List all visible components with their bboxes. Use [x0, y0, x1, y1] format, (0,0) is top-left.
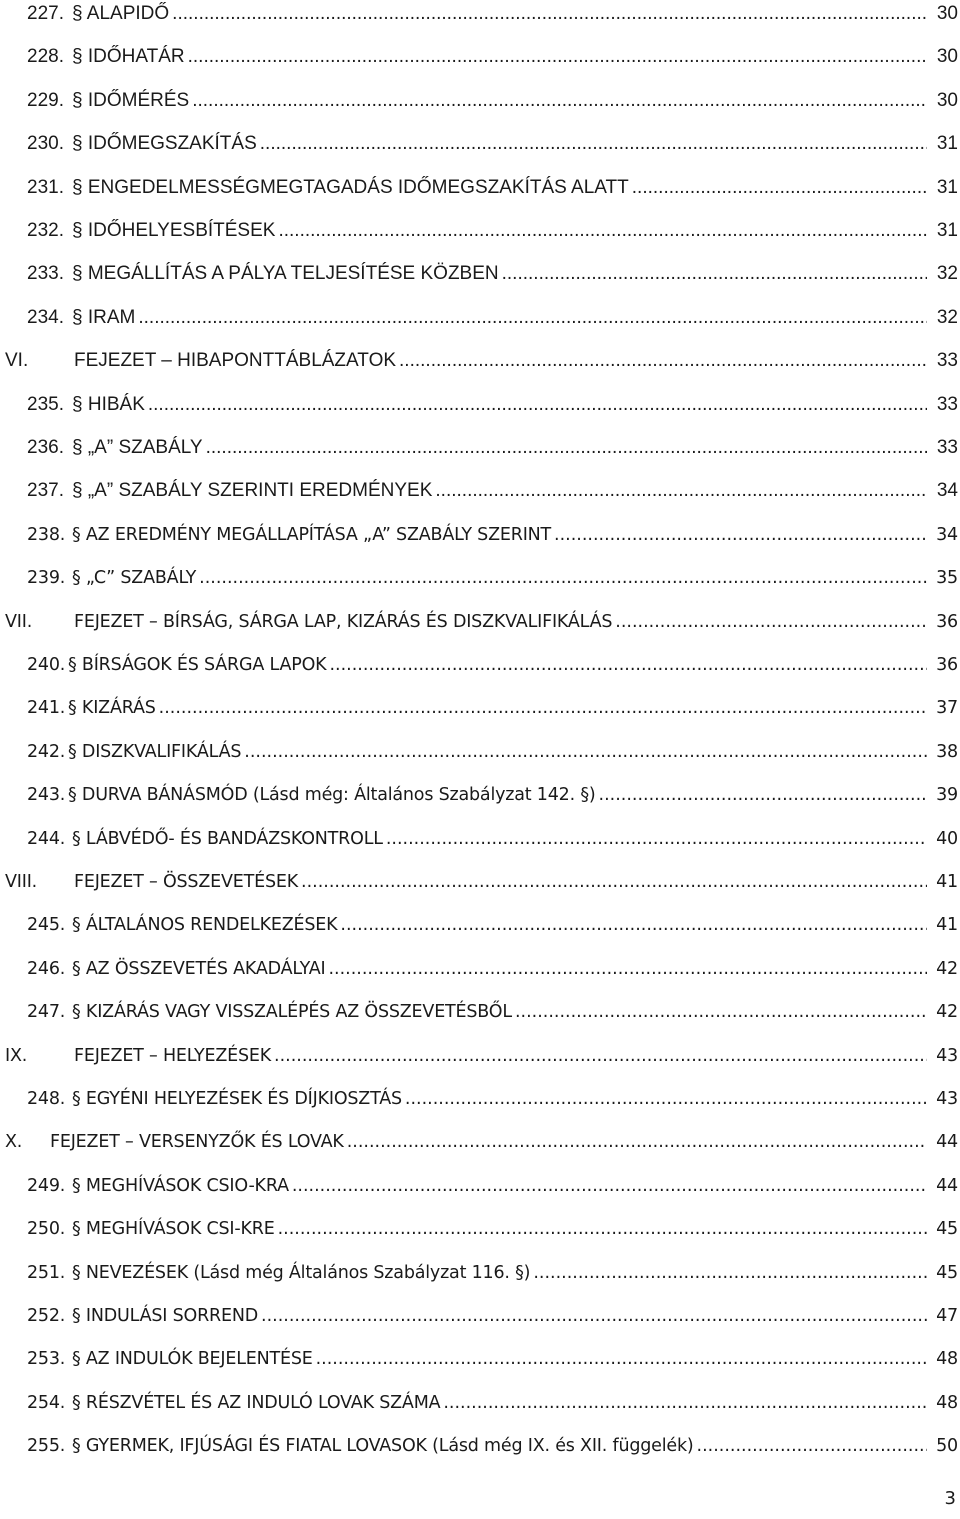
- toc-entry[interactable]: [0, 868, 960, 896]
- toc-entry-page: 36: [936, 611, 958, 632]
- toc-entry-number: 242.: [27, 741, 66, 762]
- toc-entry[interactable]: [0, 1128, 960, 1156]
- toc-entry-title: § IRAM: [72, 306, 136, 328]
- toc-entry[interactable]: [0, 694, 960, 722]
- toc-leader-dots: [188, 43, 927, 71]
- toc-entry-number: 245.: [27, 915, 66, 936]
- toc-entry-page: 47: [936, 1306, 958, 1326]
- toc-entry-title: FEJEZET – BÍRSÁG, SÁRGA LAP, KIZÁRÁS ÉS DISZKVALIFIKÁLÁS: [74, 611, 613, 632]
- toc-entry-page: 37: [936, 698, 958, 719]
- toc-leader-dots: [278, 1215, 927, 1243]
- toc-entry-number: 230.: [27, 133, 64, 155]
- toc-entry-page: 32: [936, 263, 958, 285]
- toc-leader-dots: [172, 0, 927, 28]
- toc-entry-number: 238.: [27, 524, 66, 545]
- toc-leader-dots: [244, 738, 927, 766]
- toc-entry-page: 30: [936, 89, 958, 111]
- toc-leader-dots: [435, 477, 927, 505]
- toc-entry-page: 33: [936, 393, 958, 415]
- toc-entry-title: § BÍRSÁGOK ÉS SÁRGA LAPOK: [68, 655, 327, 675]
- toc-entry-number: 231.: [27, 176, 64, 198]
- toc-entry-title: § AZ INDULÓK BEJELENTÉSE: [72, 1349, 313, 1370]
- toc-entry[interactable]: [0, 781, 960, 809]
- toc-entry[interactable]: [0, 1215, 960, 1243]
- toc-entry-number: 236.: [27, 437, 64, 458]
- toc-entry-title: § KIZÁRÁS: [68, 698, 156, 719]
- toc-entry-title: § ÁLTALÁNOS RENDELKEZÉSEK: [72, 915, 338, 936]
- toc-entry[interactable]: [0, 738, 960, 766]
- toc-entry-number: 253.: [27, 1349, 66, 1370]
- toc-entry-title: § HIBÁK: [72, 393, 145, 415]
- toc-leader-dots: [260, 130, 927, 158]
- toc-entry-page: 50: [936, 1436, 958, 1457]
- toc-entry-page: 44: [936, 1132, 958, 1153]
- toc-leader-dots: [274, 1042, 927, 1070]
- toc-entry[interactable]: [0, 564, 960, 592]
- toc-entry-number: VIII.: [5, 872, 38, 892]
- toc-entry[interactable]: [0, 43, 960, 71]
- toc-entry[interactable]: [0, 1259, 960, 1287]
- toc-entry[interactable]: [0, 347, 960, 375]
- toc-entry-number: 249.: [27, 1175, 66, 1196]
- toc-entry-number: 229.: [27, 89, 64, 111]
- toc-leader-dots: [599, 781, 927, 809]
- toc-entry-number: 233.: [27, 263, 64, 285]
- toc-entry-number: 243.: [27, 785, 66, 806]
- toc-entry[interactable]: [0, 87, 960, 115]
- toc-leader-dots: [206, 434, 927, 462]
- toc-entry-number: 239.: [27, 568, 66, 589]
- toc-entry-page: 48: [936, 1392, 958, 1413]
- toc-leader-dots: [386, 825, 927, 853]
- toc-entry-title: § „A” SZABÁLY: [72, 437, 203, 458]
- toc-entry-title: § IDŐHATÁR: [72, 46, 185, 68]
- toc-entry-title: § ENGEDELMESSÉGMEGTAGADÁS IDŐMEGSZAKÍTÁS ALATT: [72, 176, 629, 198]
- toc-entry-page: 30: [936, 3, 958, 24]
- toc-entry-number: 255.: [27, 1436, 66, 1457]
- toc-entry[interactable]: [0, 1172, 960, 1200]
- toc-entry-title: § AZ ÖSSZEVETÉS AKADÁLYAI: [72, 958, 326, 979]
- toc-entry[interactable]: [0, 434, 960, 462]
- toc-entry-title: § IDŐMEGSZAKÍTÁS: [72, 133, 257, 155]
- toc-entry-title: § LÁBVÉDŐ- ÉS BANDÁZSKONTROLL: [72, 828, 383, 849]
- toc-entry[interactable]: [0, 651, 960, 679]
- toc-leader-dots: [278, 217, 927, 245]
- toc-entry[interactable]: [0, 1432, 960, 1460]
- toc-entry[interactable]: [0, 1345, 960, 1373]
- toc-leader-dots: [159, 694, 927, 722]
- toc-leader-dots: [443, 1389, 927, 1417]
- toc-entry-number: 227.: [27, 3, 64, 24]
- toc-entry-number: IX.: [5, 1045, 28, 1066]
- toc-entry-number: 250.: [27, 1219, 66, 1240]
- toc-entry[interactable]: [0, 1389, 960, 1417]
- toc-entry-title: § „C” SZABÁLY: [72, 568, 197, 589]
- toc-entry[interactable]: [0, 304, 960, 332]
- toc-entry-title: FEJEZET – HIBAPONTTÁBLÁZATOK: [74, 350, 397, 372]
- toc-entry-title: § INDULÁSI SORREND: [72, 1306, 259, 1326]
- toc-entry-title: § EGYÉNI HELYEZÉSEK ÉS DÍJKIOSZTÁS: [72, 1089, 402, 1109]
- toc-entry-number: 247.: [27, 1002, 66, 1023]
- toc-entry-page: 41: [936, 872, 958, 892]
- toc-entry-page: 41: [936, 915, 958, 936]
- toc-entry-page: 31: [936, 220, 958, 241]
- toc-entry[interactable]: [0, 521, 960, 549]
- toc-entry-page: 42: [936, 958, 958, 979]
- toc-entry-page: 48: [936, 1349, 958, 1370]
- toc-entry-number: 251.: [27, 1262, 66, 1283]
- toc-entry-page: 35: [936, 568, 958, 589]
- toc-entry-number: 240.: [27, 655, 66, 675]
- toc-entry-title: § MEGÁLLÍTÁS A PÁLYA TELJESÍTÉSE KÖZBEN: [72, 263, 499, 285]
- toc-leader-dots: [615, 608, 927, 636]
- toc-entry-page: 30: [936, 46, 958, 68]
- toc-leader-dots: [316, 1345, 927, 1373]
- toc-entry-page: 43: [936, 1045, 958, 1066]
- toc-leader-dots: [329, 651, 927, 679]
- toc-entry[interactable]: [0, 998, 960, 1026]
- toc-entry[interactable]: [0, 1085, 960, 1113]
- toc-entry-title: § MEGHÍVÁSOK CSI-KRE: [72, 1219, 275, 1240]
- toc-entry[interactable]: [0, 260, 960, 288]
- toc-entry[interactable]: [0, 1042, 960, 1070]
- toc-entry[interactable]: [0, 825, 960, 853]
- toc-entry-number: X.: [5, 1132, 23, 1153]
- toc-entry[interactable]: [0, 130, 960, 158]
- toc-entry-page: 38: [936, 741, 958, 762]
- toc-entry[interactable]: [0, 477, 960, 505]
- toc-entry-title: § DURVA BÁNÁSMÓD (Lásd még: Általános Szabályzat 142. §): [68, 785, 596, 806]
- toc-entry[interactable]: [0, 1302, 960, 1330]
- toc-entry-page: 36: [936, 655, 958, 675]
- toc-entry-title: § ALAPIDŐ: [72, 3, 170, 24]
- toc-entry[interactable]: [0, 391, 960, 419]
- page-number: 3: [944, 1488, 956, 1509]
- toc-leader-dots: [192, 87, 927, 115]
- toc-entry-page: 31: [936, 133, 958, 155]
- toc-entry-title: § GYERMEK, IFJÚSÁGI ÉS FIATAL LOVASOK (Lásd még IX. és XII. függelék): [72, 1436, 694, 1457]
- toc-entry-title: § DISZKVALIFIKÁLÁS: [68, 741, 242, 762]
- toc-leader-dots: [515, 998, 927, 1026]
- toc-entry-number: 232.: [27, 220, 64, 241]
- toc-entry-title: FEJEZET – HELYEZÉSEK: [74, 1045, 272, 1066]
- toc-entry-page: 33: [936, 350, 958, 372]
- toc-entry[interactable]: [0, 955, 960, 983]
- toc-entry-number: 254.: [27, 1392, 66, 1413]
- toc-entry-number: 235.: [27, 393, 64, 415]
- toc-entry-page: 45: [936, 1262, 958, 1283]
- toc-leader-dots: [340, 911, 927, 939]
- toc-entry-page: 33: [936, 437, 958, 458]
- toc-entry[interactable]: [0, 217, 960, 245]
- toc-entry-page: 42: [936, 1002, 958, 1023]
- toc-entry-title: § MEGHÍVÁSOK CSIO-KRA: [72, 1175, 289, 1196]
- toc-entry-page: 44: [936, 1175, 958, 1196]
- toc-entry-title: § IDŐMÉRÉS: [72, 89, 190, 111]
- toc-entry-page: 31: [936, 176, 958, 198]
- toc-entry-title: FEJEZET – VERSENYZŐK ÉS LOVAK: [50, 1132, 344, 1153]
- toc-entry-title: § RÉSZVÉTEL ÉS AZ INDULÓ LOVAK SZÁMA: [72, 1392, 441, 1413]
- toc-leader-dots: [502, 260, 927, 288]
- toc-entry-number: VI.: [5, 350, 29, 372]
- toc-entry-title: § AZ EREDMÉNY MEGÁLLAPÍTÁSA „A” SZABÁLY SZERINT: [72, 524, 552, 545]
- toc-entry-title: § KIZÁRÁS VAGY VISSZALÉPÉS AZ ÖSSZEVETÉSBŐL: [72, 1002, 512, 1023]
- toc-entry-number: 241.: [27, 698, 66, 719]
- toc-entry-page: 32: [936, 306, 958, 328]
- toc-leader-dots: [138, 304, 927, 332]
- toc-leader-dots: [301, 868, 927, 896]
- toc-leader-dots: [405, 1085, 927, 1113]
- toc-entry-number: 248.: [27, 1089, 66, 1109]
- toc-entry-title: § „A” SZABÁLY SZERINTI EREDMÉNYEK: [72, 480, 433, 502]
- toc-leader-dots: [148, 391, 927, 419]
- toc-entry-number: 246.: [27, 958, 66, 979]
- toc-entry-title: FEJEZET – ÖSSZEVETÉSEK: [74, 872, 299, 892]
- toc-leader-dots: [399, 347, 927, 375]
- toc-leader-dots: [199, 564, 927, 592]
- toc-entry[interactable]: [0, 911, 960, 939]
- toc-entry-title: § IDŐHELYESBÍTÉSEK: [72, 220, 276, 241]
- toc-leader-dots: [697, 1432, 927, 1460]
- toc-leader-dots: [533, 1259, 927, 1287]
- toc-leader-dots: [347, 1128, 927, 1156]
- toc-entry-page: 34: [936, 480, 958, 502]
- toc-entry-number: VII.: [5, 611, 33, 632]
- toc-leader-dots: [632, 174, 927, 202]
- toc-leader-dots: [554, 521, 927, 549]
- toc-entry-number: 228.: [27, 46, 64, 68]
- toc-leader-dots: [328, 955, 927, 983]
- toc-leader-dots: [261, 1302, 927, 1330]
- toc-entry-number: 244.: [27, 828, 66, 849]
- toc-entry-number: 252.: [27, 1306, 66, 1326]
- toc-entry-page: 39: [936, 785, 958, 806]
- toc-entry[interactable]: [0, 174, 960, 202]
- toc-entry[interactable]: [0, 0, 960, 28]
- toc-entry-number: 237.: [27, 480, 64, 502]
- toc-leader-dots: [292, 1172, 927, 1200]
- toc-entry-title: § NEVEZÉSEK (Lásd még Általános Szabályzat 116. §): [72, 1262, 531, 1283]
- toc-entry-page: 43: [936, 1089, 958, 1109]
- toc-entry-page: 34: [936, 524, 958, 545]
- toc-entry[interactable]: [0, 608, 960, 636]
- toc-entry-number: 234.: [27, 306, 64, 328]
- toc-entry-page: 40: [936, 828, 958, 849]
- toc-entry-page: 45: [936, 1219, 958, 1240]
